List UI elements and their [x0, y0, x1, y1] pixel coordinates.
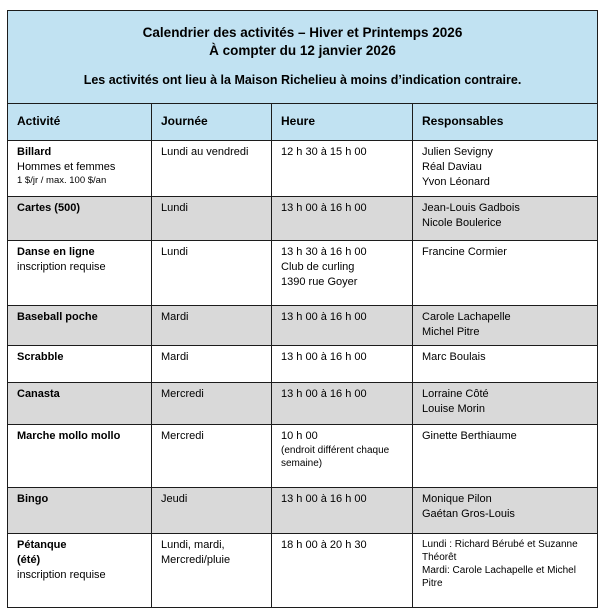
day-text: Lundi, mardi, [161, 539, 225, 551]
time-cell [272, 425, 413, 488]
time-cell [272, 346, 413, 383]
time-text: 13 h 00 à 16 h 00 [281, 202, 367, 214]
time-note: (endroit différent chaque semaine) [281, 444, 390, 469]
activity-cell [8, 383, 152, 425]
responsable-name: Mardi: Carole Lachapelle et Michel Pitre [422, 565, 576, 589]
day-cell [152, 383, 272, 425]
day-cell [152, 241, 272, 306]
activity-season: (été) [17, 553, 41, 566]
time-text: 18 h 00 à 20 h 30 [281, 539, 367, 551]
responsable-name: Ginette Berthiaume [422, 430, 517, 442]
table-row [8, 197, 598, 241]
banner-subtitle: Les activités ont lieu à la Maison Richelieu à moins d’indication contraire. [83, 73, 522, 88]
time-text: 13 h 00 à 16 h 00 [281, 388, 367, 400]
day-text: Mercredi [161, 430, 204, 442]
time-text: 10 h 00 [281, 430, 318, 442]
activity-name: Bingo [17, 493, 49, 505]
responsables-cell [413, 346, 598, 383]
day-cell [152, 306, 272, 346]
responsable-name: Jean-Louis Gadbois [422, 202, 520, 214]
activity-cell [8, 346, 152, 383]
activity-name: Marche mollo mollo [17, 430, 121, 442]
responsable-name: Michel Pitre [422, 325, 480, 338]
table-row [8, 383, 598, 425]
responsable-name: Louise Morin [422, 402, 485, 415]
responsable-name: Julien Sevigny [422, 146, 493, 158]
column-header-responsables: Responsables [413, 104, 598, 141]
day-cell [152, 534, 272, 608]
activity-name: Danse en ligne [17, 246, 95, 258]
time-cell [272, 197, 413, 241]
day-cell [152, 488, 272, 534]
responsable-name: Marc Boulais [422, 351, 486, 363]
day-cell [152, 425, 272, 488]
responsable-name: Yvon Léonard [422, 175, 490, 188]
time-address: 1390 rue Goyer [281, 275, 358, 288]
column-header-journee: Journée [152, 104, 272, 141]
activities-table [7, 10, 598, 608]
table-row [8, 488, 598, 534]
column-header-heure: Heure [272, 104, 413, 141]
time-text: 13 h 00 à 16 h 00 [281, 351, 367, 363]
responsable-name: Monique Pilon [422, 493, 492, 505]
activity-cell [8, 241, 152, 306]
table-row [8, 425, 598, 488]
responsables-cell [413, 425, 598, 488]
time-cell [272, 141, 413, 197]
banner-row [8, 11, 598, 104]
activity-note: inscription requise [17, 568, 106, 581]
time-cell [272, 306, 413, 346]
activity-cell [8, 488, 152, 534]
activity-name: Canasta [17, 388, 60, 400]
day-text: Mercredi [161, 388, 204, 400]
banner-title-line1: Calendrier des activités – Hiver et Printemps 2026 [142, 25, 463, 40]
activity-cell [8, 534, 152, 608]
responsable-name: Réal Daviau [422, 160, 482, 173]
activity-cell [8, 141, 152, 197]
time-cell [272, 241, 413, 306]
time-location: Club de curling [281, 260, 355, 273]
responsables-cell [413, 197, 598, 241]
responsables-cell [413, 306, 598, 346]
banner [8, 11, 598, 104]
responsable-name: Carole Lachapelle [422, 311, 511, 323]
activity-cell [8, 425, 152, 488]
activity-cell [8, 306, 152, 346]
header-row [8, 104, 598, 141]
time-cell [272, 534, 413, 608]
time-text: 13 h 00 à 16 h 00 [281, 311, 367, 323]
activity-note: Hommes et femmes [17, 160, 116, 173]
responsable-name: Lorraine Côté [422, 388, 489, 400]
responsables-cell [413, 488, 598, 534]
activity-name: Scrabble [17, 351, 64, 363]
time-text: 13 h 30 à 16 h 00 [281, 246, 367, 258]
day-text: Mardi [161, 311, 189, 323]
day-text: Jeudi [161, 493, 188, 505]
activity-cell [8, 197, 152, 241]
table-row [8, 306, 598, 346]
activity-name: Baseball poche [17, 311, 98, 323]
responsables-cell [413, 241, 598, 306]
day-text: Lundi au vendredi [161, 146, 249, 158]
activity-name: Pétanque [17, 539, 67, 551]
time-cell [272, 488, 413, 534]
activity-note: inscription requise [17, 260, 106, 273]
responsable-name: Lundi : Richard Bérubé et Suzanne Théorêt [422, 539, 578, 563]
day-text: Mercredi/pluie [161, 553, 231, 566]
activity-fee-note: 1 $/jr / max. 100 $/an [17, 174, 107, 186]
column-header-activite: Activité [8, 104, 152, 141]
banner-title-line2: À compter du 12 janvier 2026 [209, 42, 396, 58]
responsable-name: Nicole Boulerice [422, 216, 502, 229]
day-cell [152, 346, 272, 383]
responsable-name: Francine Cormier [422, 246, 507, 258]
responsables-cell [413, 141, 598, 197]
activity-name: Billard [17, 146, 52, 158]
table-row [8, 241, 598, 306]
day-text: Lundi [161, 246, 188, 258]
time-cell [272, 383, 413, 425]
time-text: 13 h 00 à 16 h 00 [281, 493, 367, 505]
responsables-cell [413, 383, 598, 425]
table-row [8, 346, 598, 383]
day-text: Lundi [161, 202, 188, 214]
responsables-cell [413, 534, 598, 608]
table-row [8, 534, 598, 608]
day-text: Mardi [161, 351, 189, 363]
activity-name: Cartes (500) [17, 202, 80, 214]
day-cell [152, 197, 272, 241]
table-row [8, 141, 598, 197]
responsable-name: Gaétan Gros-Louis [422, 507, 515, 520]
day-cell [152, 141, 272, 197]
time-text: 12 h 30 à 15 h 00 [281, 146, 367, 158]
